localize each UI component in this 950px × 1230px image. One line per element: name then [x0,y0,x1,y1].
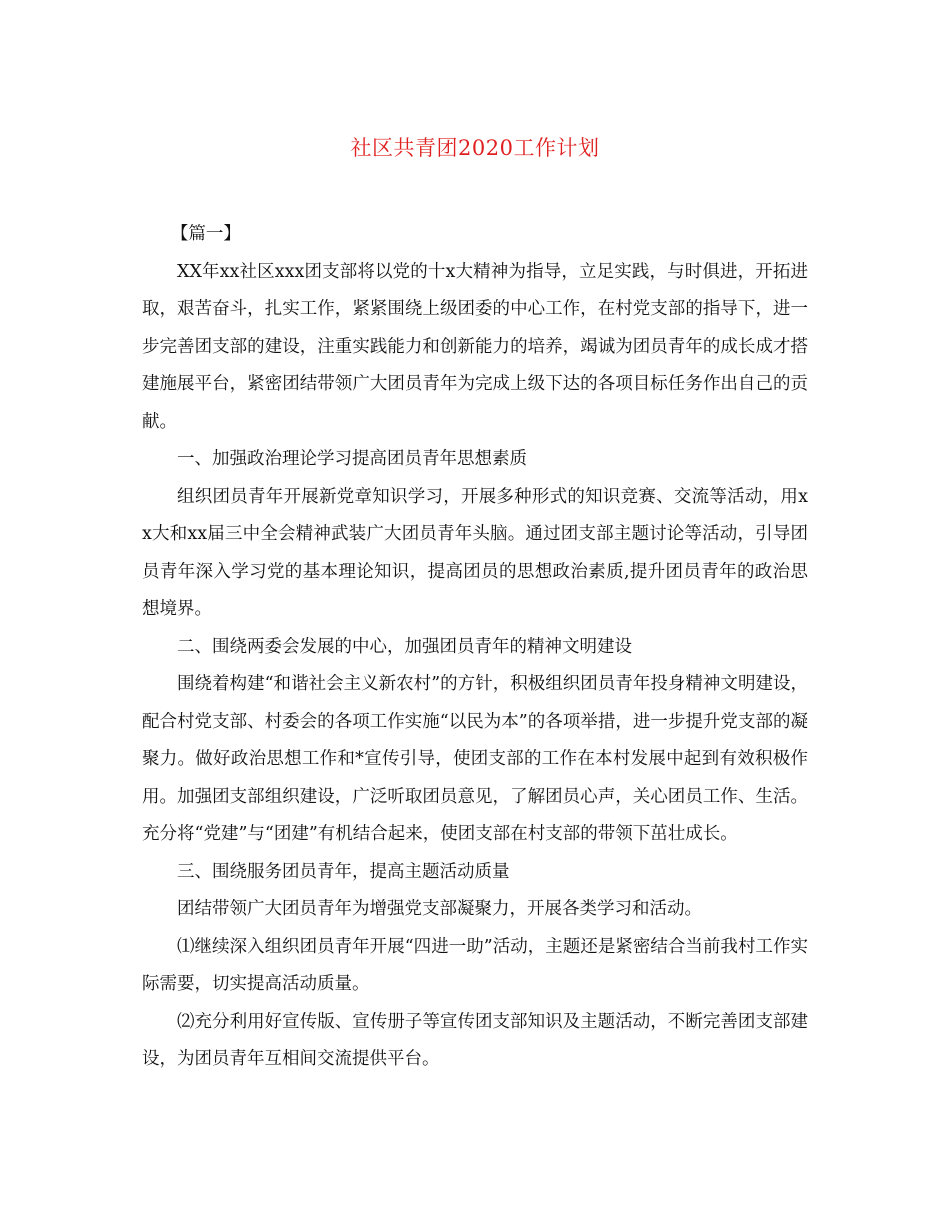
list-item-2: ⑵充分利用好宣传版、宣传册子等宣传团支部知识及主题活动，不断完善团支部建设，为团员青年互相间交流提供平台。 [142,1011,808,1069]
section-2-paragraph: 围绕着构建“和谐社会主义新农村”的方针，积极组织团员青年投身精神文明建设，配合村党支部、村委会的各项工作实施“以民为本”的各项举措，进一步提升党支部的凝聚力。做好政治思想工作和*宣传引导，使团支部的工作在本村发展中起到有效积极作用。加强团支部组织建设，广泛听取团员意见，了解团员心声，关心团员工作、生活。充分将“党建”与“团建”有机结合起来，使团支部在村支部的带领下茁壮成长。 [142,674,808,844]
section-heading-2: 二、围绕两委会发展的中心，加强团员青年的精神文明建设 [177,636,632,657]
part-label: 【篇一】 [170,224,241,244]
section-1-paragraph: 组织团员青年开展新党章知识学习，开展多种形式的知识竞赛、交流等活动，用xx大和xx届三中全会精神武装广大团员青年头脑。通过团支部主题讨论等活动，引导团员青年深入学习党的基本理论知识，提高团员的思想政治素质,提升团员青年的政治思想境界。 [142,486,808,619]
list-item-1: ⑴继续深入组织团员青年开展“四进一助”活动，主题还是紧密结合当前我村工作实际需要，切实提高活动质量。 [142,936,808,994]
section-3-paragraph: 团结带领广大团员青年为增强党支部凝聚力，开展各类学习和活动。 [177,899,702,919]
document-title: 社区共青团2020工作计划 [350,136,600,160]
intro-paragraph: XX年xx社区xxx团支部将以党的十x大精神为指导，立足实践，与时俱进，开拓进取，艰苦奋斗，扎实工作，紧紧围绕上级团委的中心工作，在村党支部的指导下，进一步完善团支部的建设，注重实践能力和创新能力的培养，竭诚为团员青年的成长成才搭建施展平台，紧密团结带领广大团员青年为完成上级下达的各项目标任务作出自己的贡献。 [142,261,808,432]
section-heading-1: 一、加强政治理论学习提高团员青年思想素质 [177,449,527,469]
section-heading-3: 三、围绕服务团员青年，提高主题活动质量 [177,861,510,882]
document-body [142,216,808,1079]
